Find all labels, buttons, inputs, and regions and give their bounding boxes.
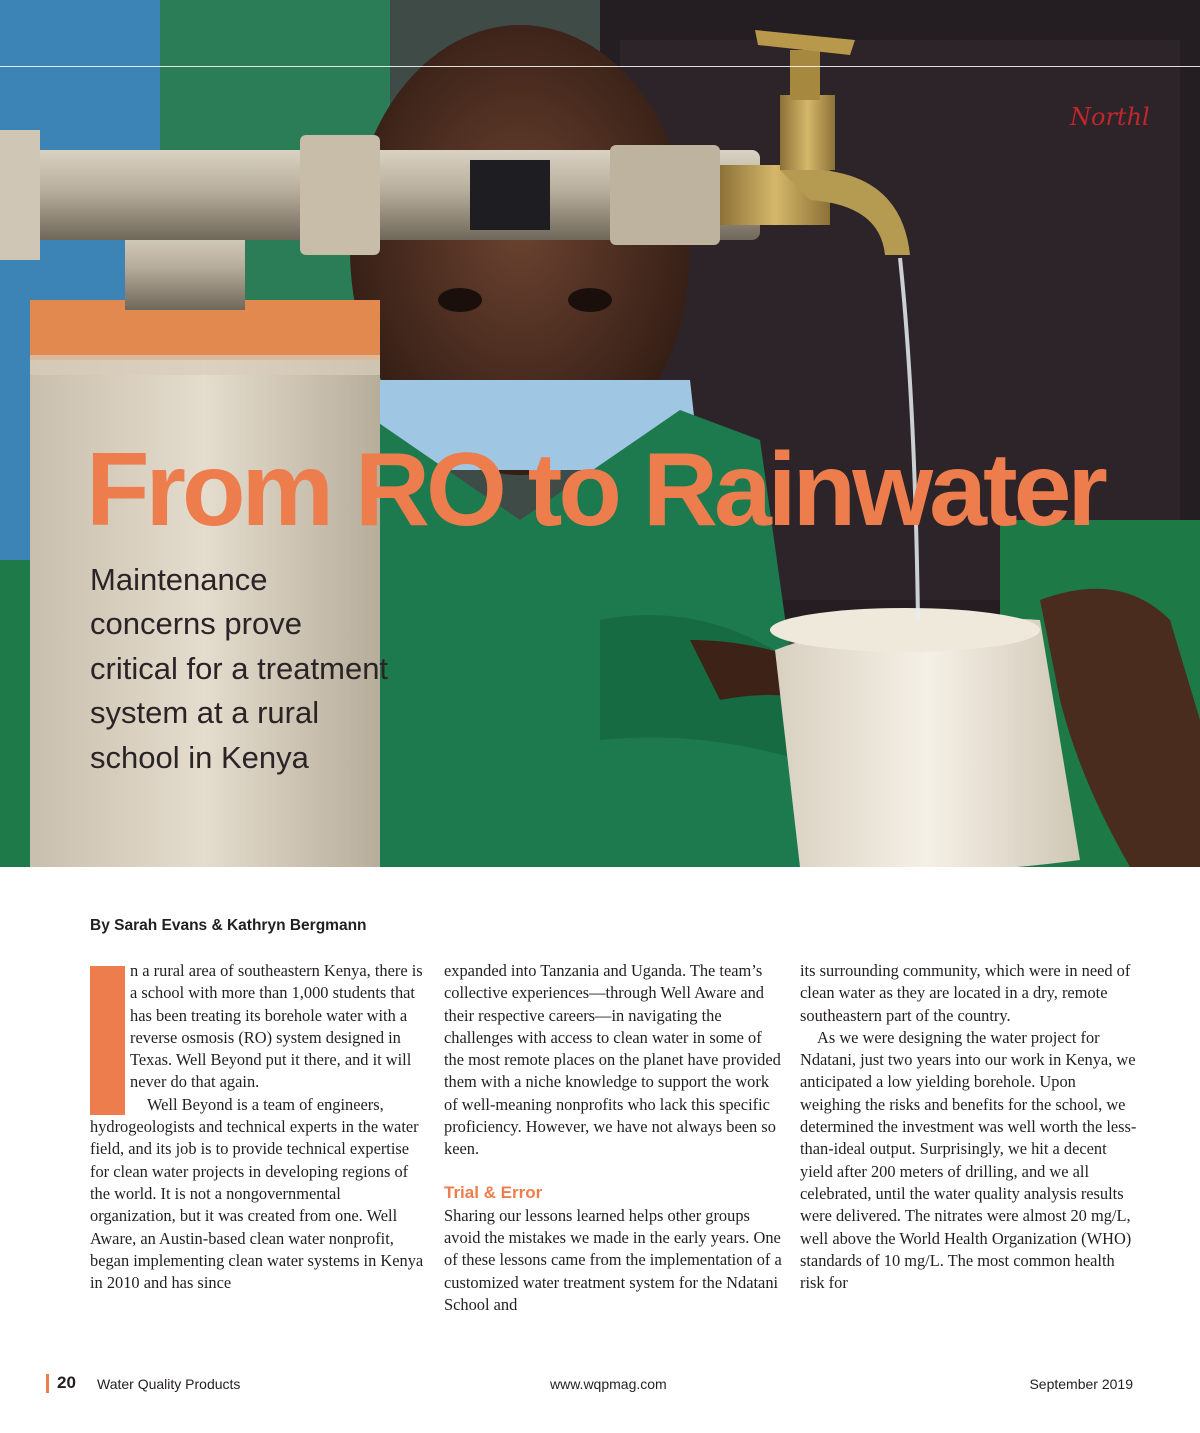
section-heading: Trial & Error: [444, 1182, 543, 1202]
issue-date: September 2019: [1029, 1376, 1133, 1392]
paragraph: As we were designing the water project for Ndatani, just two years into our work in Kenya, we anticipated a low yielding borehole. Upon weighing the risks and benefits for the school, we determined the investment was well worth the less-than-ideal output. Surprisingly, we hit a decent yield after 200 meters of drilling, and we all celebrated, until the water quality analysis results were delivered. The nitrates were almost 20 mg/L, well above the World Health Organization (WHO) standards of 10 mg/L. The most common health risk for: [800, 1027, 1137, 1293]
page-footer: [0, 1372, 1200, 1396]
paragraph: Well Beyond is a team of engineers, hydrogeologists and technical experts in the water field, and its job is to provide technical expertise for clean water projects in developing regions of the world. It is not a nongovernmental organization, but it was created from one. Well Aware, an Austin-based clean water nonprofit, began implementing clean water systems in Kenya in 2010 and has since: [90, 1094, 424, 1293]
paragraph: its surrounding community, which were in need of clean water as they are located in a dry, remote southeastern part of the country.: [800, 961, 1131, 1025]
byline: By Sarah Evans & Kathryn Bergmann: [90, 917, 367, 934]
footer-accent-bar: [46, 1374, 49, 1393]
page-number: 20: [57, 1373, 76, 1392]
svg-text:Northl: Northl: [1070, 103, 1150, 131]
article-column-3: [800, 960, 1138, 1294]
paragraph: Sharing our lessons learned helps other groups avoid the mistakes we made in the early years. One of these lessons came from the implementation of a customized water treatment system for the Ndatani School and: [444, 1205, 782, 1314]
publication-name: Water Quality Products: [97, 1376, 241, 1392]
paragraph: expanded into Tanzania and Uganda. The team’s collective experiences—through Well Aware and their respective careers—in navigating the challenges with access to clean water in some of the most remote places on the planet have provided them with a niche knowledge to support the work of well-meaning nonprofits who lack this specific proficiency. However, we have not always been so keen.: [444, 961, 781, 1159]
article-column-1: [90, 960, 428, 1294]
top-rule: [0, 66, 1200, 67]
drop-cap: [90, 966, 125, 1115]
website-url[interactable]: www.wqpmag.com: [550, 1376, 667, 1392]
subheadline: Maintenance concerns prove critical for a treatment system at a rural school in Kenya: [90, 562, 389, 775]
drop-cap-letter: [90, 966, 125, 1115]
headline: From RO to Rainwater: [86, 432, 1104, 548]
paragraph: n a rural area of southeastern Kenya, there is a school with more than 1,000 students that has been treating its borehole water with a reverse osmosis (RO) system designed in Texas. Well Beyond put it there, and it will never do that again.: [130, 961, 423, 1092]
article-column-2: [444, 960, 782, 1316]
